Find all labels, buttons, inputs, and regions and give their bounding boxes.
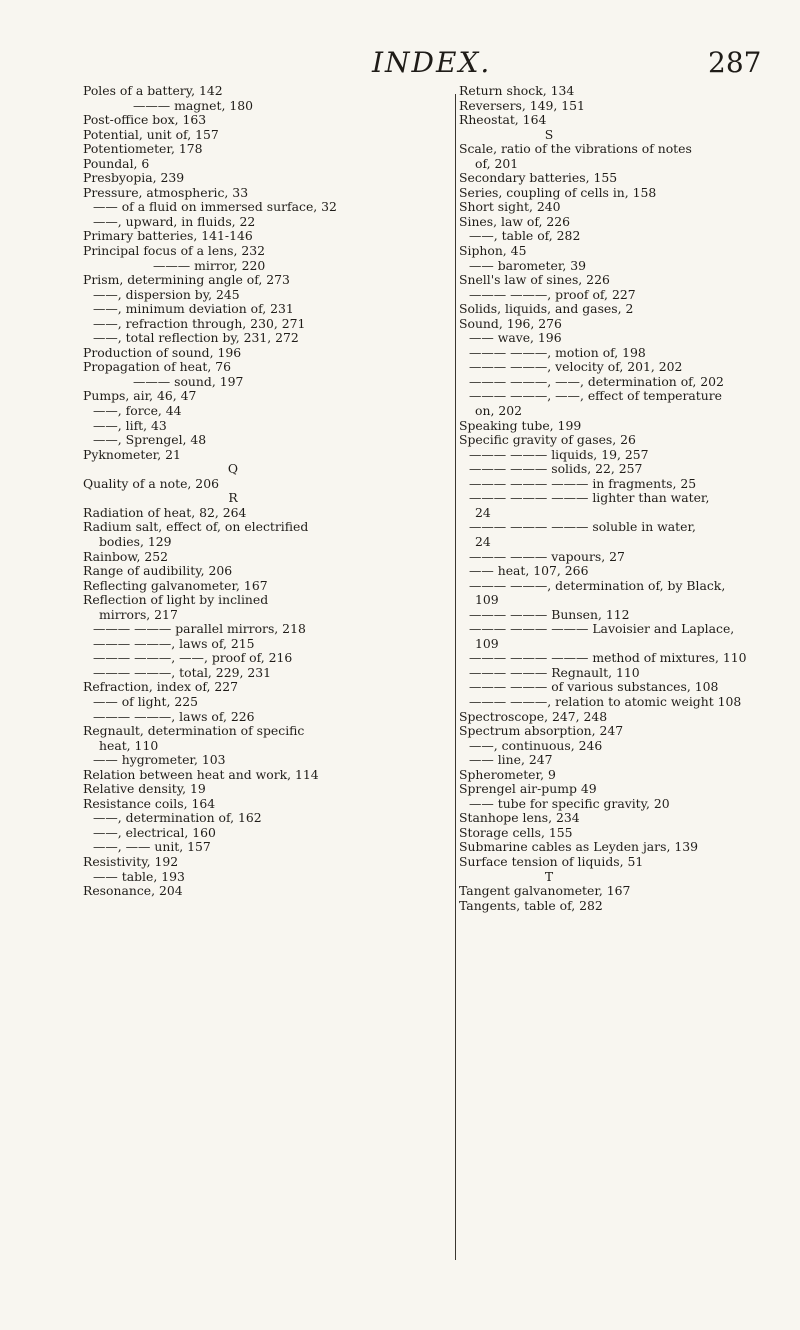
index-entry: 109: [475, 592, 499, 608]
index-entry: Regnault, determination of specific: [83, 723, 305, 739]
index-entry: Sprengel air-pump 49: [459, 781, 597, 797]
index-entry: Specific gravity of gases, 26: [459, 432, 636, 448]
index-entry: of, 201: [475, 155, 519, 171]
index-entry: Quality of a note, 206: [83, 475, 219, 491]
index-entry: Relative density, 19: [83, 781, 206, 797]
index-entry: Pumps, air, 46, 47: [83, 388, 197, 404]
index-entry: Spherometer, 9: [459, 766, 556, 782]
index-entry: ——— ——— ——— method of mixtures, 110: [469, 650, 747, 666]
index-entry: Sines, law of, 226: [459, 213, 571, 229]
index-entry: ——, total reflection by, 231, 272: [93, 330, 299, 346]
index-entry: Secondary batteries, 155: [459, 170, 618, 186]
section-letter: T: [544, 868, 554, 884]
index-entry: Potentiometer, 178: [83, 141, 203, 157]
index-entry: Propagation of heat, 76: [83, 359, 231, 375]
index-entry: ——— ——— vapours, 27: [469, 548, 625, 564]
index-entry: —— tube for specific gravity, 20: [469, 795, 670, 811]
index-entry: Range of audibility, 206: [83, 563, 233, 579]
index-column-left: [83, 84, 443, 899]
index-entry: Radium salt, effect of, on electrified: [83, 519, 309, 535]
page-number: 287: [708, 46, 762, 79]
index-entry: Sound, 196, 276: [459, 315, 562, 331]
index-entry: ——— ———, determination of, by Black,: [469, 577, 726, 593]
index-entry: Solids, liquids, and gases, 2: [459, 301, 634, 317]
index-entry: ——, refraction through, 230, 271: [93, 315, 306, 331]
section-letter: R: [228, 490, 238, 506]
index-entry: Prism, determining angle of, 273: [83, 272, 290, 288]
index-entry: Production of sound, 196: [83, 344, 242, 360]
index-entry: ——, dispersion by, 245: [93, 286, 240, 302]
index-entry: Poles of a battery, 142: [83, 83, 223, 98]
index-entry: Siphon, 45: [459, 243, 527, 259]
index-entry: 109: [475, 635, 499, 651]
index-entry: Post-office box, 163: [83, 112, 207, 128]
index-entry: Principal focus of a lens, 232: [83, 243, 266, 259]
index-entry: Poundal, 6: [83, 155, 150, 171]
index-entry: ——— ——— ——— in fragments, 25: [469, 475, 697, 491]
index-entry: ——— ——— of various substances, 108: [469, 679, 719, 695]
page-header: [0, 46, 800, 86]
index-entry: Rheostat, 164: [459, 112, 547, 128]
index-entry: ——— ———, velocity of, 201, 202: [469, 359, 683, 375]
index-entry: Reflecting galvanometer, 167: [83, 577, 268, 593]
index-entry: ——— ———, proof of, 227: [469, 286, 636, 302]
index-entry: —— wave, 196: [469, 330, 562, 346]
index-entry: —— of light, 225: [93, 693, 199, 709]
index-entry: ——, —— unit, 157: [93, 839, 211, 855]
index-entry: ——, minimum deviation of, 231: [93, 301, 294, 317]
index-entry: ——— ———, laws of, 226: [93, 708, 255, 724]
index-entry: ——— ——— Regnault, 110: [469, 664, 640, 680]
index-entry: Refraction, index of, 227: [83, 679, 239, 695]
index-entry: Pyknometer, 21: [83, 446, 181, 462]
index-entry: Stanhope lens, 234: [459, 810, 580, 826]
index-entry: Speaking tube, 199: [459, 417, 582, 433]
index-entry: ——— ———, ——, determination of, 202: [469, 373, 724, 389]
index-entry: Rainbow, 252: [83, 548, 168, 564]
index-entry: Scale, ratio of the vibrations of notes: [459, 141, 692, 157]
index-entry: Tangent galvanometer, 167: [459, 883, 631, 899]
index-entry: ——, continuous, 246: [469, 737, 603, 753]
index-entry: 24: [475, 533, 491, 549]
section-letter: Q: [227, 461, 239, 477]
index-entry: Radiation of heat, 82, 264: [83, 504, 247, 520]
index-entry: ——— mirror, 220: [153, 257, 266, 273]
index-entry: —— hygrometer, 103: [93, 752, 226, 768]
index-entry: Reversers, 149, 151: [459, 97, 585, 113]
index-entry: Return shock, 134: [459, 83, 575, 98]
index-entry: ——— ——— ——— soluble in water,: [469, 519, 696, 535]
index-entry: ——— ———, motion of, 198: [469, 344, 646, 360]
index-entry: Storage cells, 155: [459, 824, 573, 840]
index-entry: Reflection of light by inclined: [83, 592, 269, 608]
index-entry: ——— ———, ——, proof of, 216: [93, 650, 293, 666]
index-entry: 24: [475, 504, 491, 520]
index-entry: —— heat, 107, 266: [469, 563, 589, 579]
index-entry: heat, 110: [99, 737, 159, 753]
index-entry: ——— ———, relation to atomic weight 108: [469, 693, 742, 709]
index-entry: bodies, 129: [99, 533, 172, 549]
index-entry: Potential, unit of, 157: [83, 126, 219, 142]
index-entry: ——, upward, in fluids, 22: [93, 213, 256, 229]
index-entry: ——, determination of, 162: [93, 810, 262, 826]
index-entry: ——— ——— liquids, 19, 257: [469, 446, 649, 462]
index-entry: Relation between heat and work, 114: [83, 766, 319, 782]
section-letter: S: [544, 126, 554, 142]
index-entry: ——, force, 44: [93, 403, 182, 419]
index-entry: Resistance coils, 164: [83, 795, 216, 811]
index-entry: ——— ———, total, 229, 231: [93, 664, 271, 680]
index-entry: Surface tension of liquids, 51: [459, 853, 644, 869]
index-entry: ——, electrical, 160: [93, 824, 216, 840]
index-entry: Spectroscope, 247, 248: [459, 708, 608, 724]
index-entry: —— of a fluid on immersed surface, 32: [93, 199, 337, 215]
index-entry: mirrors, 217: [99, 606, 178, 622]
index-entry: on, 202: [475, 403, 522, 419]
index-entry: ——, lift, 43: [93, 417, 167, 433]
index-entry: ——— ———, laws of, 215: [93, 635, 255, 651]
index-entry: ——— ——— ——— lighter than water,: [469, 490, 710, 506]
index-entry: ——— ——— solids, 22, 257: [469, 461, 643, 477]
index-entry: Spectrum absorption, 247: [459, 723, 624, 739]
index-entry: Short sight, 240: [459, 199, 561, 215]
index-entry: —— barometer, 39: [469, 257, 587, 273]
index-entry: ——— magnet, 180: [133, 97, 253, 113]
index-column-right: [459, 84, 759, 913]
index-entry: Primary batteries, 141-146: [83, 228, 253, 244]
index-entry: ——, table of, 282: [469, 228, 581, 244]
column-divider: [455, 94, 456, 1260]
index-entry: ——— sound, 197: [133, 373, 244, 389]
index-entry: Submarine cables as Leyden jars, 139: [459, 839, 698, 855]
page-title: INDEX.: [372, 46, 492, 79]
index-entry: Presbyopia, 239: [83, 170, 185, 186]
index-entry: ——, Sprengel, 48: [93, 432, 207, 448]
index-entry: Tangents, table of, 282: [459, 897, 603, 913]
index-entry: Snell's law of sines, 226: [459, 272, 610, 288]
index-entry: Pressure, atmospheric, 33: [83, 184, 249, 200]
index-entry: —— line, 247: [469, 752, 553, 768]
index-entry: Series, coupling of cells in, 158: [459, 184, 657, 200]
index-entry: ——— ———, ——, effect of temperature: [469, 388, 722, 404]
index-entry: ——— ——— ——— Lavoisier and Laplace,: [469, 621, 735, 637]
index-entry: Resistivity, 192: [83, 853, 179, 869]
index-entry: ——— ——— parallel mirrors, 218: [93, 621, 306, 637]
index-entry: ——— ——— Bunsen, 112: [469, 606, 630, 622]
index-entry: —— table, 193: [93, 868, 185, 884]
index-entry: Resonance, 204: [83, 883, 183, 899]
